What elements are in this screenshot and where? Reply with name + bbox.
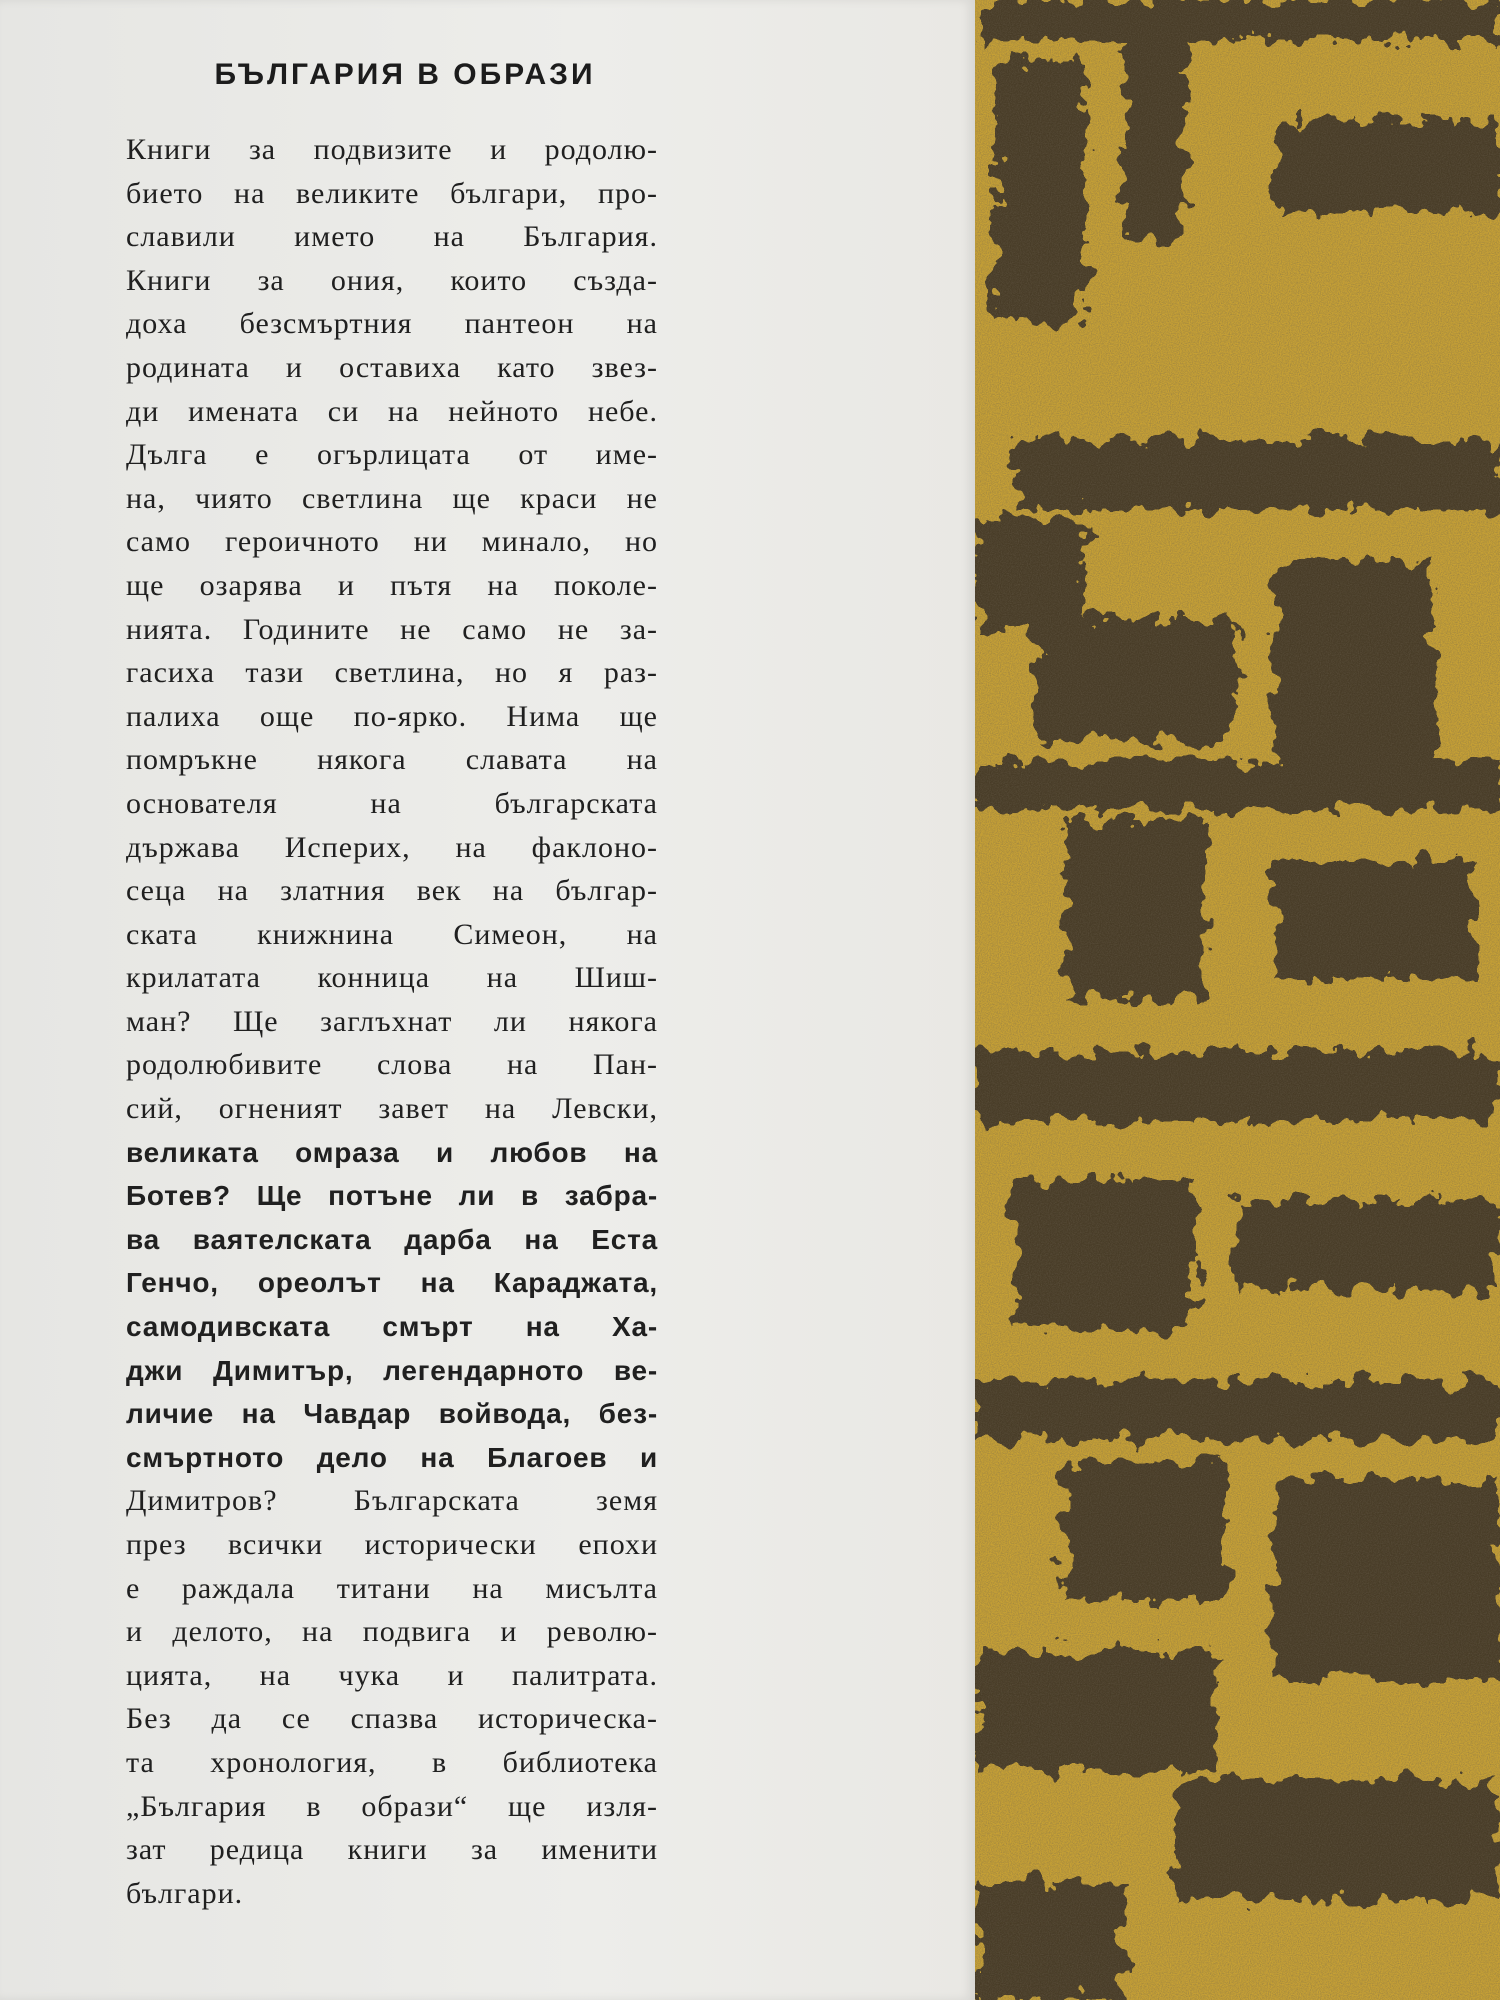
text-line: личие на Чавдар войвода, без-: [126, 1398, 658, 1430]
text-line: „България в образи“ ще изля-: [126, 1789, 658, 1823]
text-line: през всички исторически епохи: [126, 1528, 658, 1561]
text-line: Книги за ония, които създа-: [126, 263, 658, 297]
text-line: ди имената си на нейното небе.: [126, 394, 658, 428]
text-line: зат редица книги за именити: [126, 1833, 658, 1867]
text-line: доха безсмъртния пантеон на: [126, 307, 658, 341]
text-line: е раждала титани на мисълта: [126, 1571, 658, 1605]
text-line: Без да се спазва историческа-: [126, 1702, 658, 1736]
text-line: родината и оставиха като звез-: [126, 350, 658, 384]
text-line: Дълга е огърлицата от име-: [126, 438, 658, 472]
text-line: самодивската смърт на Ха-: [126, 1311, 658, 1343]
text-line: ва ваятелската дарба на Еста: [126, 1223, 658, 1255]
text-line: Ботев? Ще потъне ли в забра-: [126, 1180, 658, 1212]
text-line: нията. Годините не само не за-: [126, 612, 658, 646]
body-text: [126, 128, 658, 1915]
text-line: ще озарява и пътя на поколе-: [126, 568, 658, 602]
text-line: сий, огненият завет на Левски,: [126, 1092, 658, 1126]
text-line: бието на великите българи, про-: [126, 176, 658, 210]
text-line: смъртното дело на Благоев и: [126, 1441, 658, 1473]
text-line: сеца на златния век на българ-: [126, 874, 658, 908]
text-line: крилатата конница на Шиш-: [126, 961, 658, 995]
text-line: славили името на България.: [126, 220, 658, 254]
text-line: основателя на българската: [126, 786, 658, 820]
text-line: и делото, на подвига и револю-: [126, 1615, 658, 1649]
page-title: БЪЛГАРИЯ В ОБРАЗИ: [214, 58, 596, 91]
text-line: ман? Ще заглъхнат ли някога: [126, 1004, 658, 1038]
text-line: родолюбивите слова на Пан-: [126, 1048, 658, 1082]
text-line: Книги за подвизите и родолю-: [126, 133, 658, 166]
text-line: Генчо, ореолът на Караджата,: [126, 1267, 658, 1299]
text-line: на, чиято светлина ще краси не: [126, 481, 658, 515]
text-line: само героичното ни минало, но: [126, 525, 658, 559]
text-line: гасиха тази светлина, но я раз-: [126, 656, 658, 690]
text-line: джи Димитър, легендарното ве-: [126, 1354, 658, 1386]
text-line: ската книжнина Симеон, на: [126, 917, 658, 951]
text-line: цията, на чука и палитрата.: [126, 1658, 658, 1692]
text-line: българи.: [126, 1876, 244, 1910]
text-line: държава Исперих, на факлоно-: [126, 830, 658, 864]
halftone-photo-illustration: [975, 0, 1500, 2000]
text-line: Димитров? Българската земя: [126, 1484, 658, 1518]
text-line: помръкне някога славата на: [126, 743, 658, 777]
text-line: великата омраза и любов на: [126, 1136, 658, 1168]
text-line: та хронология, в библиотека: [126, 1745, 658, 1779]
text-line: палиха още по-ярко. Нима ще: [126, 699, 658, 733]
